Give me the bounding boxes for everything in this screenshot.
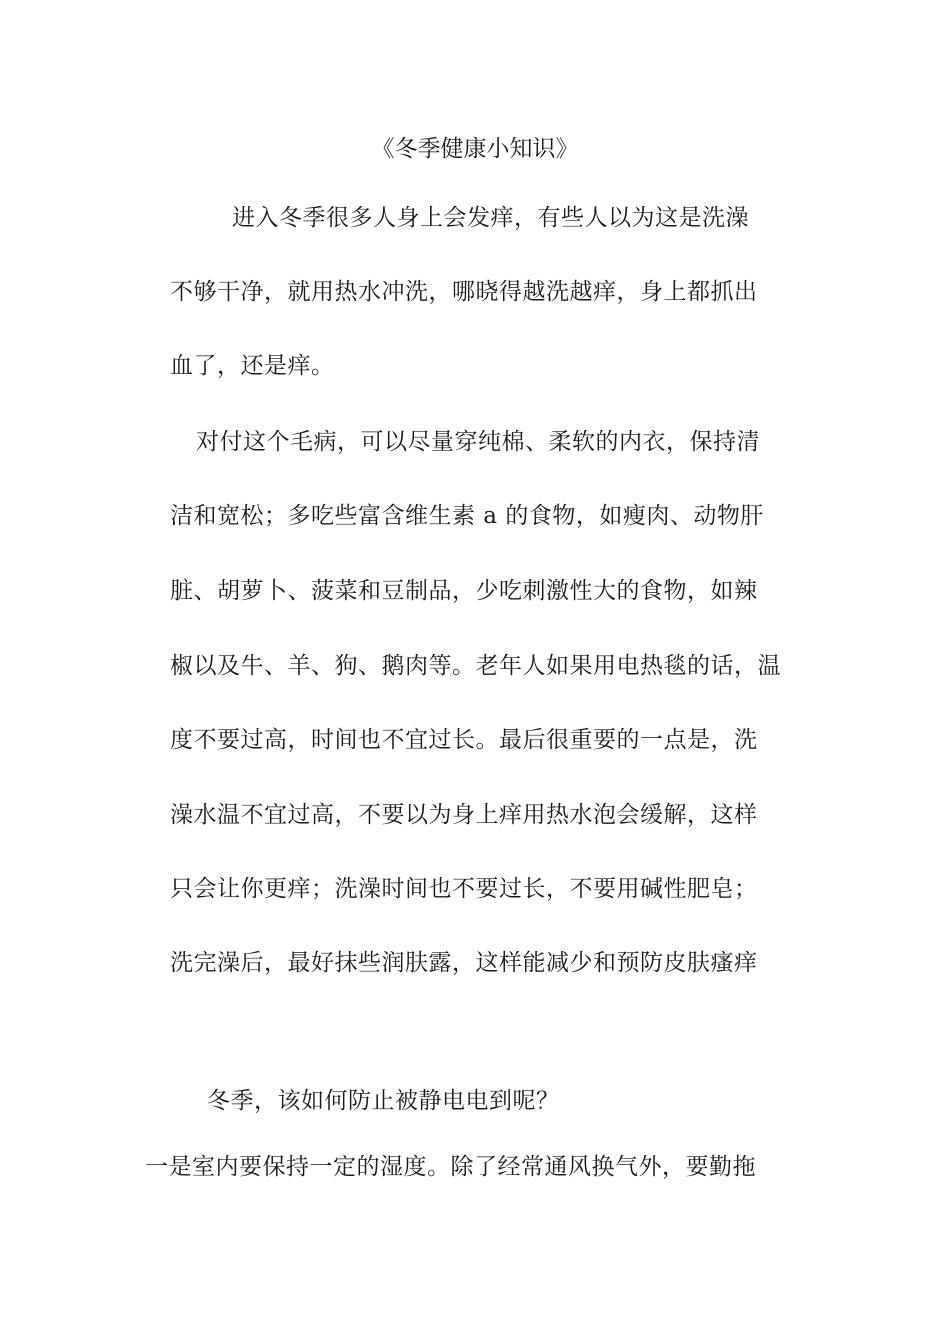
paragraph2-line-3: 脏、胡萝卜、菠菜和豆制品，少吃刺激性大的食物，如辣 bbox=[170, 578, 758, 604]
paragraph2-line-1: 对付这个毛病，可以尽量穿纯棉、柔软的内衣，保持清 bbox=[196, 429, 760, 455]
paragraph2-line-2: 洁和宽松；多吃些富含维生素 a 的食物，如瘦肉、动物肝 bbox=[170, 503, 764, 529]
paragraph2-line-6: 澡水温不宜过高，不要以为身上痒用热水泡会缓解，这样 bbox=[170, 802, 758, 828]
paragraph1-line-3: 血了，还是痒。 bbox=[170, 353, 335, 379]
paragraph1-line-2: 不够干净，就用热水冲洗，哪晓得越洗越痒，身上都抓出 bbox=[170, 279, 758, 305]
paragraph2-line-8: 洗完澡后，最好抹些润肤露，这样能减少和预防皮肤瘙痒 bbox=[170, 950, 758, 976]
paragraph2-line-4: 椒以及牛、羊、狗、鹅肉等。老年人如果用电热毯的话，温 bbox=[170, 653, 781, 679]
document-title: 《冬季健康小知识》 bbox=[371, 136, 579, 162]
section2-line-1: 一是室内要保持一定的湿度。除了经常通风换气外，要勤拖 bbox=[145, 1154, 756, 1180]
paragraph1-line-1: 进入冬季很多人身上会发痒，有些人以为这是洗澡 bbox=[232, 205, 749, 231]
paragraph2-line-5: 度不要过高，时间也不宜过长。最后很重要的一点是，洗 bbox=[170, 727, 758, 753]
paragraph2-line-7: 只会让你更痒；洗澡时间也不要过长，不要用碱性肥皂； bbox=[170, 876, 758, 902]
section2-heading: 冬季，该如何防止被静电电到呢？ bbox=[207, 1088, 560, 1114]
